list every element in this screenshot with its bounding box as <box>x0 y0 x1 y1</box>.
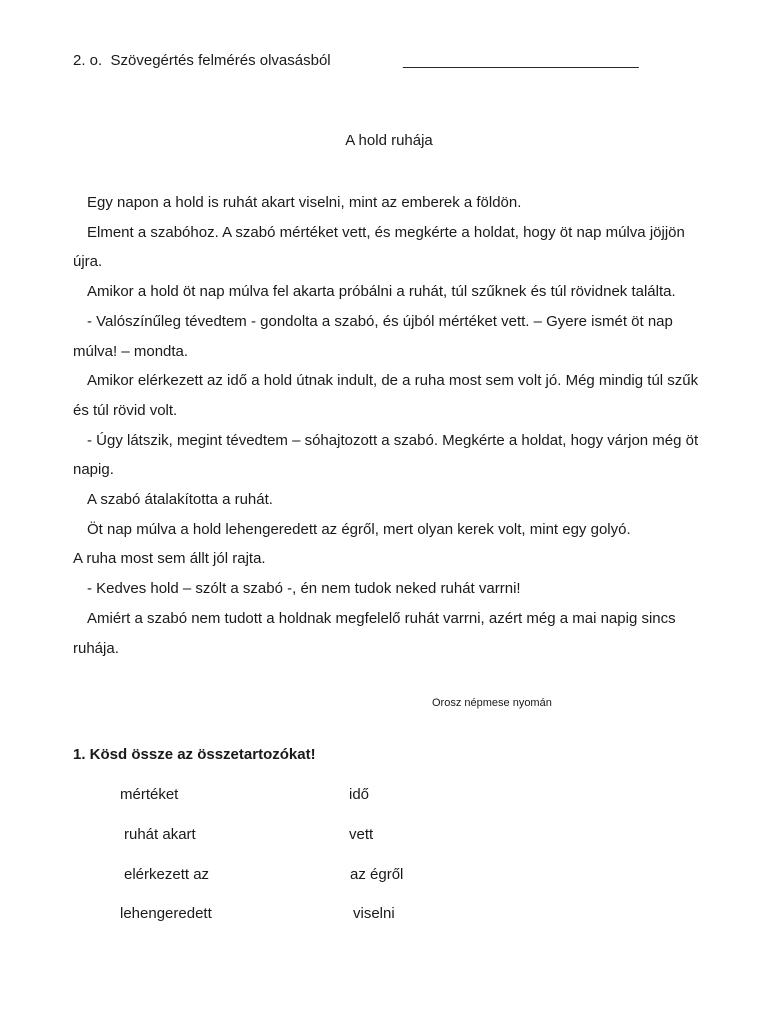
story-source: Orosz népmese nyomán <box>432 697 552 709</box>
story-paragraph: Elment a szabóhoz. A szabó mértéket vett, és megkérte a holdat, hogy öt nap múlva jöjjön újra. <box>73 223 685 271</box>
worksheet-heading: 2. o. Szövegértés felmérés olvasásból <box>73 52 331 69</box>
match-left-item: mértéket <box>120 786 179 803</box>
match-right-item: az égről <box>350 866 404 883</box>
story-paragraph: Amikor elérkezett az idő a hold útnak indult, de a ruha most sem volt jó. Még mindig túl szűk és túl rövid volt. <box>73 372 699 419</box>
story-paragraph: A ruha most sem állt jól rajta. <box>73 550 266 568</box>
story-paragraph: - Kedves hold – szólt a szabó -, én nem tudok neked ruhát varrni! <box>87 580 521 598</box>
story-title: A hold ruhája <box>345 132 433 149</box>
story-paragraph: Amikor a hold öt nap múlva fel akarta próbálni a ruhát, túl szűknek és túl rövidnek találta. <box>87 283 676 301</box>
match-right-item: idő <box>349 786 370 803</box>
match-left-item: elérkezett az <box>124 866 210 883</box>
name-blank-line: ______________________________ <box>403 52 639 69</box>
story-paragraph: A szabó átalakította a ruhát. <box>87 491 273 509</box>
story-paragraph: - Valószínűleg tévedtem - gondolta a szabó, és újból mértéket vett. – Gyere ismét öt nap múlva! – mondta. <box>73 312 673 360</box>
story-paragraph: Öt nap múlva a hold lehengeredett az égről, mert olyan kerek volt, mint egy golyó. <box>87 520 631 538</box>
story-paragraph: - Úgy látszik, megint tévedtem – sóhajtozott a szabó. Megkérte a holdat, hogy várjon még öt napig. <box>73 431 699 479</box>
match-right-item: viselni <box>353 905 395 922</box>
match-right-item: vett <box>349 826 374 843</box>
task-1-title: 1. Kösd össze az összetartozókat! <box>73 746 316 763</box>
match-left-item: ruhát akart <box>124 826 196 843</box>
match-left-item: lehengeredett <box>120 905 212 922</box>
story-text <box>73 188 713 663</box>
story-paragraph: Egy napon a hold is ruhát akart viselni, mint az emberek a földön. <box>87 194 522 211</box>
story-paragraph: Amiért a szabó nem tudott a holdnak megfelelő ruhát varrni, azért még a mai napig sincs ruhája. <box>73 609 676 657</box>
